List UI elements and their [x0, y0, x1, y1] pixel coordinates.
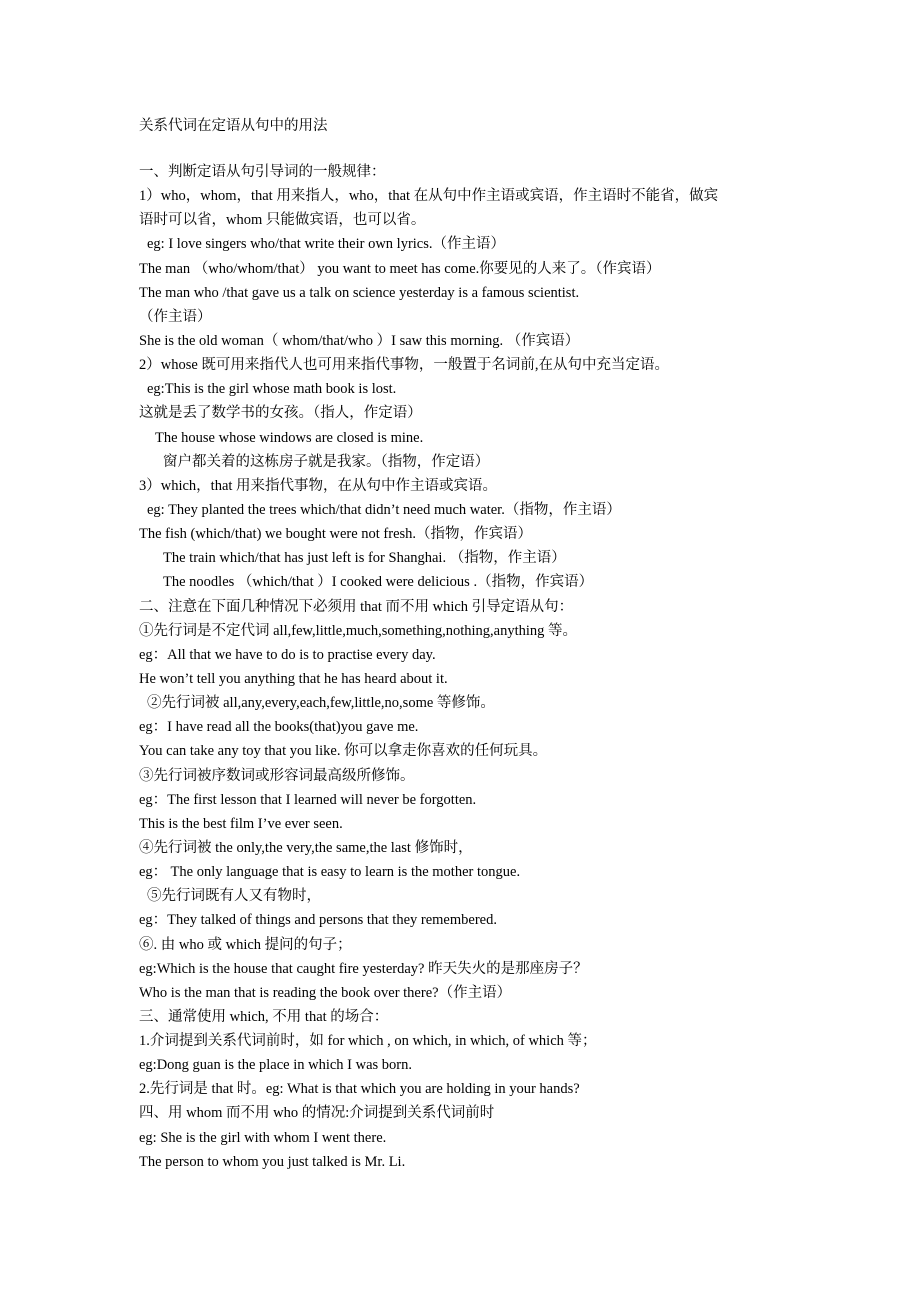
example-line: eg：All that we have to do is to practise every day.	[139, 646, 436, 663]
example-line: This is the best film I’ve ever seen.	[139, 815, 343, 832]
text-line: 1.介词提到关系代词前时，如 for which , on which, in which, of which 等；	[139, 1033, 597, 1050]
text-line: 这就是丢了数学书的女孩。（指人，作定语）	[139, 405, 422, 422]
text-line: （作主语）	[139, 308, 212, 325]
example-line: eg: They planted the trees which/that didn’t need much water.（指物，作主语）	[147, 501, 621, 518]
example-line: She is the old woman（ whom/that/who ）I saw this morning. （作宾语）	[139, 332, 580, 349]
text-line: ①先行词是不定代词 all,few,little,much,something,nothing,anything 等。	[139, 622, 578, 639]
example-line: eg:Which is the house that caught fire yesterday? 昨天失火的是那座房子？	[139, 960, 588, 977]
text-line: 1）who，whom，that 用来指人，who，that 在从句中作主语或宾语，作主语时不能省，做宾	[139, 188, 719, 205]
text-line: ②先行词被 all,any,every,each,few,little,no,some 等修饰。	[147, 695, 495, 712]
example-line: You can take any toy that you like. 你可以拿走你喜欢的任何玩具。	[139, 743, 548, 760]
example-line: The train which/that has just left is for Shanghai. （指物，作主语）	[163, 550, 566, 567]
section-heading: 二、注意在下面几种情况下必须用 that 而不用 which 引导定语从句：	[139, 598, 574, 615]
example-line: eg： The only language that is easy to learn is the mother tongue.	[139, 864, 521, 881]
text-line: 窗户都关着的这栋房子就是我家。（指物，作定语）	[163, 453, 490, 470]
example-line: The noodles （which/that ）I cooked were delicious .（指物，作宾语）	[163, 574, 594, 591]
example-line: He won’t tell you anything that he has heard about it.	[139, 670, 448, 687]
example-line: Who is the man that is reading the book over there?（作主语）	[139, 984, 512, 1001]
document-body	[139, 160, 789, 1174]
section-heading: 四、用 whom 而不用 who 的情况:介词提到关系代词前时	[139, 1105, 495, 1122]
example-line: eg:This is the girl whose math book is lost.	[147, 381, 397, 398]
example-line: eg: I love singers who/that write their own lyrics.（作主语）	[147, 236, 506, 253]
section-heading: 三、通常使用 which, 不用 that 的场合：	[139, 1008, 389, 1025]
example-line: The fish (which/that) we bought were not fresh.（指物，作宾语）	[139, 526, 533, 543]
example-line: The man （who/whom/that） you want to meet has come.你要见的人来了。（作宾语）	[139, 260, 661, 277]
text-line: 2）whose 既可用来指代人也可用来指代事物，一般置于名词前,在从句中充当定语。	[139, 357, 670, 374]
example-line: The man who /that gave us a talk on science yesterday is a famous scientist.	[139, 284, 580, 301]
example-line: The person to whom you just talked is Mr. Li.	[139, 1153, 406, 1170]
text-line: 2.先行词是 that 时。eg: What is that which you are holding in your hands?	[139, 1081, 580, 1098]
text-line: ④先行词被 the only,the very,the same,the last 修饰时，	[139, 839, 473, 856]
example-line: eg：The first lesson that I learned will never be forgotten.	[139, 791, 477, 808]
text-line: 语时可以省，whom 只能做宾语，也可以省。	[139, 212, 426, 229]
text-line: ③先行词被序数词或形容词最高级所修饰。	[139, 767, 415, 784]
example-line: The house whose windows are closed is mine.	[155, 429, 424, 446]
example-line: eg：I have read all the books(that)you gave me.	[139, 719, 419, 736]
text-line: 3）which，that 用来指代事物，在从句中作主语或宾语。	[139, 477, 498, 494]
document-title: 关系代词在定语从句中的用法	[139, 118, 328, 134]
example-line: eg:Dong guan is the place in which I was born.	[139, 1057, 413, 1074]
text-line: ⑥. 由 who 或 which 提问的句子；	[139, 936, 352, 953]
example-line: eg：They talked of things and persons that they remembered.	[139, 912, 497, 929]
text-line: ⑤先行词既有人又有物时，	[147, 888, 321, 905]
section-heading: 一、判断定语从句引导词的一般规律：	[139, 164, 386, 180]
example-line: eg: She is the girl with whom I went there.	[139, 1129, 387, 1146]
